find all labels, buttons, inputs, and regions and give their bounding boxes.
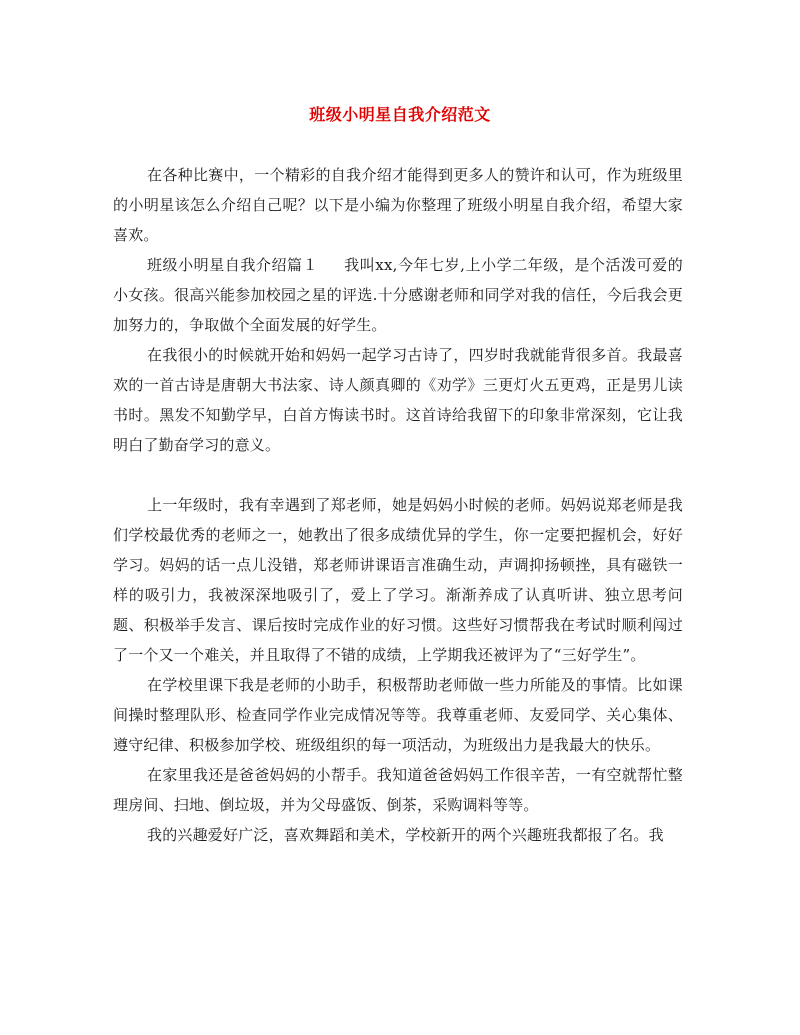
- paragraph-section-1: [113, 250, 683, 340]
- paragraph-text: 在家里我还是爸爸妈妈的小帮手。我知道爸爸妈妈工作很辛苦，一有空就帮忙整理房间、扫地、倒垃圾，并为父母盛饭、倒茶，采购调料等等。: [113, 766, 683, 814]
- paragraph-text: 我叫xx,今年七岁,上小学二年级，是个活泼可爱的小女孩。很高兴能参加校园之星的评选.十分感谢老师和同学对我的信任，今后我会更加努力的，争取做个全面发展的好学生。: [113, 256, 683, 334]
- document-body: [113, 160, 683, 850]
- section-heading: 班级小明星自我介绍篇１: [147, 256, 319, 274]
- paragraph-text: 我的兴趣爱好广泛，喜欢舞蹈和美术，学校新开的两个兴趣班我都报了名。我: [147, 826, 664, 844]
- paragraph-teacher: [113, 490, 683, 670]
- paragraph-home-helper: [113, 760, 683, 820]
- document-title: 班级小明星自我介绍范文: [309, 105, 491, 124]
- paragraph-text: 在学校里课下我是老师的小助手，积极帮助老师做一些力所能及的事情。比如课间操时整理队形、检查同学作业完成情况等等。我尊重老师、友爱同学、关心集体、遵守纪律、积极参加学校、班级组织的每一项活动，为班级出力是我最大的快乐。: [113, 676, 683, 754]
- paragraph-text: 在各种比赛中，一个精彩的自我介绍才能得到更多人的赞许和认可，作为班级里的小明星该怎么介绍自己呢？以下是小编为你整理了班级小明星自我介绍，希望大家喜欢。: [113, 166, 683, 244]
- paragraph-text: 上一年级时，我有幸遇到了郑老师，她是妈妈小时候的老师。妈妈说郑老师是我们学校最优秀的老师之一，她教出了很多成绩优异的学生，你一定要把握机会，好好学习。妈妈的话一点儿没错，郑老师讲课语言准确生动，声调抑扬顿挫，具有磁铁一样的吸引力，我被深深地吸引了，爱上了学习。渐渐养成了认真听讲、独立思考问题、积极举手发言、课后按时完成作业的好习惯。这些好习惯帮我在考试时顺利闯过了一个又一个难关，并且取得了不错的成绩，上学期我还被评为了“三好学生”。: [113, 496, 683, 664]
- paragraph-intro: [113, 160, 683, 250]
- paragraph-poetry: [113, 340, 683, 460]
- paragraph-text: 在我很小的时候就开始和妈妈一起学习古诗了，四岁时我就能背很多首。我最喜欢的一首古诗是唐朝大书法家、诗人颜真卿的《劝学》三更灯火五更鸡，正是男儿读书时。黑发不知勤学早，白首方悔读书时。这首诗给我留下的印象非常深刻，它让我明白了勤奋学习的意义。: [113, 346, 683, 454]
- paragraph-school-helper: [113, 670, 683, 760]
- paragraph-hobbies: [113, 820, 683, 850]
